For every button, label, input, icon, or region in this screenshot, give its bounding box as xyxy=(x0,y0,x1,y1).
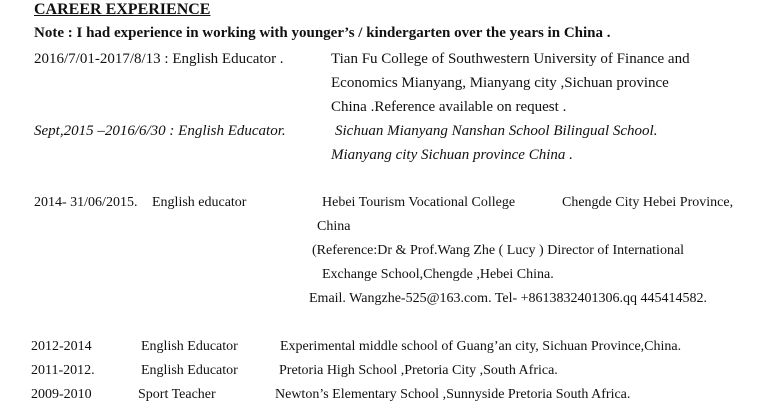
entry-3-role: English educator xyxy=(152,195,247,210)
entry-6-place: Newton’s Elementary School ,Sunnyside Pretoria South Africa. xyxy=(275,387,631,402)
entry-2-line-2: Mianyang city Sichuan province China . xyxy=(331,147,573,163)
entry-5-place: Pretoria High School ,Pretoria City ,South Africa. xyxy=(279,363,558,378)
entry-1-date-role: 2016/7/01-2017/8/13 : English Educator . xyxy=(34,51,284,67)
entry-6-role: Sport Teacher xyxy=(138,387,216,402)
entry-3-line-4: (Reference:Dr & Prof.Wang Zhe ( Lucy ) Director of International xyxy=(312,243,685,258)
entry-3-date: 2014- 31/06/2015. xyxy=(34,195,138,210)
entry-2-date-role: Sept,2015 –2016/6/30 : English Educator. xyxy=(34,123,286,139)
entry-3-line-2: Chengde City Hebei Province, xyxy=(562,195,734,210)
entry-6-date: 2009-2010 xyxy=(31,387,92,402)
entry-4-place: Experimental middle school of Guang’an city, Sichuan Province,China. xyxy=(280,339,682,354)
career-experience-heading: CAREER EXPERIENCE xyxy=(34,1,211,18)
entry-1-line-2: Economics Mianyang, Mianyang city ,Sichuan province xyxy=(331,75,669,91)
entry-1-line-3: China .Reference available on request . xyxy=(331,99,567,115)
entry-5-date: 2011-2012. xyxy=(31,363,95,378)
entry-3-line-5: Exchange School,Chengde ,Hebei China. xyxy=(322,267,554,282)
entry-1-line-1: Tian Fu College of Southwestern University of Finance and xyxy=(331,51,690,67)
entry-4-date: 2012-2014 xyxy=(31,339,92,354)
entry-2-line-1: Sichuan Mianyang Nanshan School Bilingual School. xyxy=(335,123,658,139)
entry-4-role: English Educator xyxy=(141,339,238,354)
entry-5-role: English Educator xyxy=(141,363,238,378)
entry-3-line-1: Hebei Tourism Vocational College xyxy=(322,195,516,210)
note-line: Note : I had experience in working with younger’s / kindergarten over the years in China . xyxy=(34,25,611,41)
entry-3-line-6: Email. Wangzhe-525@163.com. Tel- +8613832401306.qq 445414582. xyxy=(309,291,708,306)
entry-3-line-3: China xyxy=(317,219,351,234)
